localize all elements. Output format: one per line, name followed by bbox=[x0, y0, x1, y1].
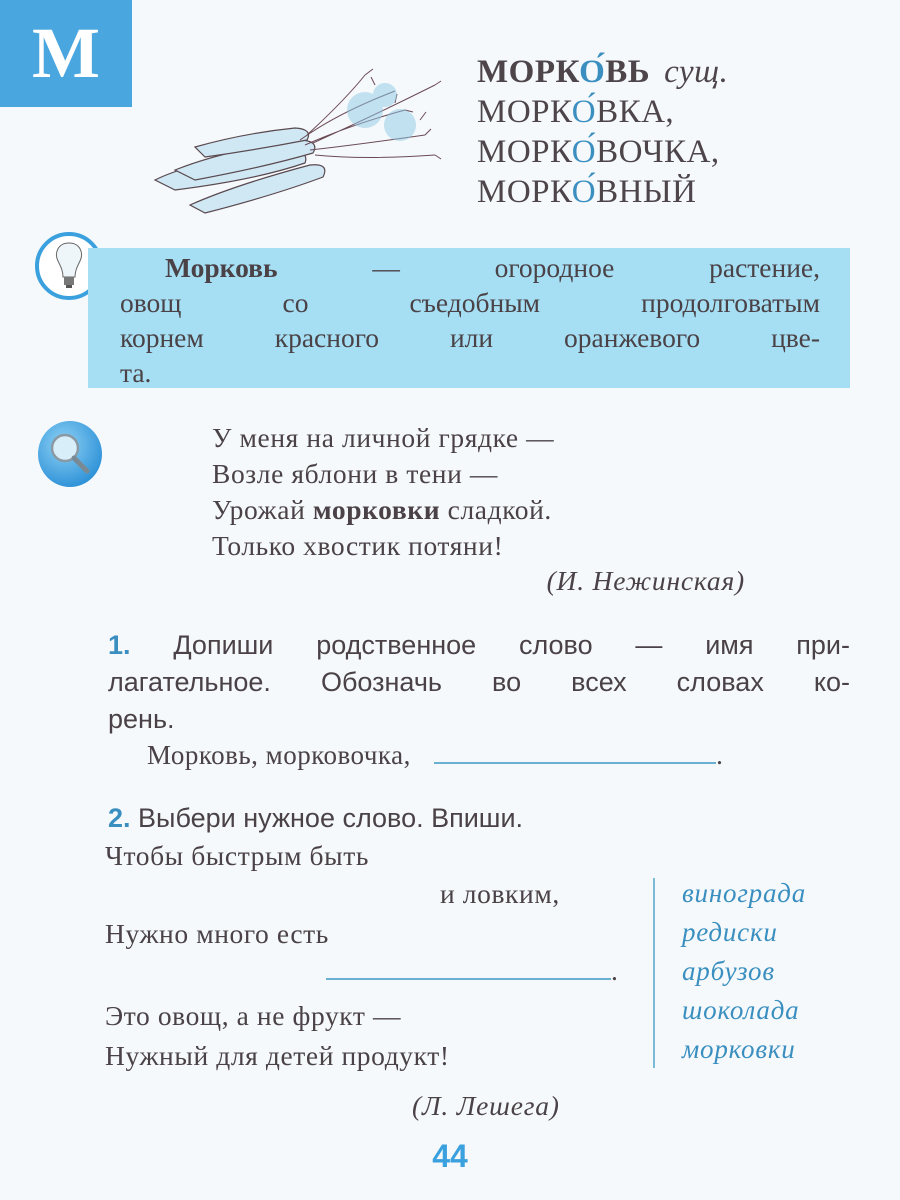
option-word: винограда bbox=[682, 878, 807, 908]
option-word: шоколада bbox=[682, 995, 800, 1025]
word-options bbox=[682, 874, 806, 1069]
poem2-author: (Л. Лешега) bbox=[412, 1090, 560, 1121]
derived-word: МОРКО́ВОЧКА, bbox=[477, 134, 720, 170]
task-number: 1. bbox=[108, 630, 131, 660]
poem2-line: Чтобы быстрым быть bbox=[105, 840, 369, 871]
definition-text: Морковь — огородное растение, овощ со съедобным продолговатым корнем красного или оранжевого цве- та. bbox=[120, 252, 821, 388]
definition-term: Морковь bbox=[165, 252, 278, 283]
task-1: 1. Допиши родственное слово — имя при- лагательное. Обозначь во всех словах ко- рень. bbox=[108, 630, 850, 734]
headword-main: МОРКО́ВЬ сущ. bbox=[477, 54, 729, 90]
poem2-line: Это овощ, а не фрукт — bbox=[105, 1000, 402, 1031]
carrot-illustration-icon bbox=[135, 55, 455, 215]
options-divider bbox=[653, 878, 655, 1068]
poem-author: (И. Нежинская) bbox=[546, 565, 745, 596]
derived-word: МОРКО́ВКА, bbox=[477, 94, 675, 130]
task-number: 2. bbox=[108, 803, 131, 833]
option-word: арбузов bbox=[682, 956, 775, 986]
answer-blank[interactable] bbox=[434, 744, 716, 764]
option-word: редиски bbox=[682, 917, 778, 947]
page-number: 44 bbox=[432, 1138, 468, 1174]
part-of-speech: сущ. bbox=[664, 54, 729, 90]
poem2-blank-line: . bbox=[326, 955, 618, 987]
task-2-title: 2. Выбери нужное слово. Впиши. bbox=[108, 803, 524, 833]
poem2-line: Нужный для детей продукт! bbox=[105, 1040, 450, 1071]
poem2-line: Нужно много есть bbox=[105, 918, 329, 949]
answer-blank[interactable] bbox=[326, 960, 611, 980]
task-1-exercise: Морковь, морковочка, . bbox=[147, 740, 724, 770]
poem: У меня на личной грядке — Возле яблони в тени — Урожай морковки сладкой. Только хвостик потяни! bbox=[212, 422, 555, 561]
poem2-line: и ловким, bbox=[440, 878, 560, 909]
headword-block bbox=[477, 52, 728, 212]
magnifier-icon bbox=[35, 418, 105, 488]
letter-tab: М bbox=[0, 0, 132, 107]
option-word: морковки bbox=[682, 1034, 796, 1064]
derived-word: МОРКО́ВНЫЙ bbox=[477, 174, 697, 210]
